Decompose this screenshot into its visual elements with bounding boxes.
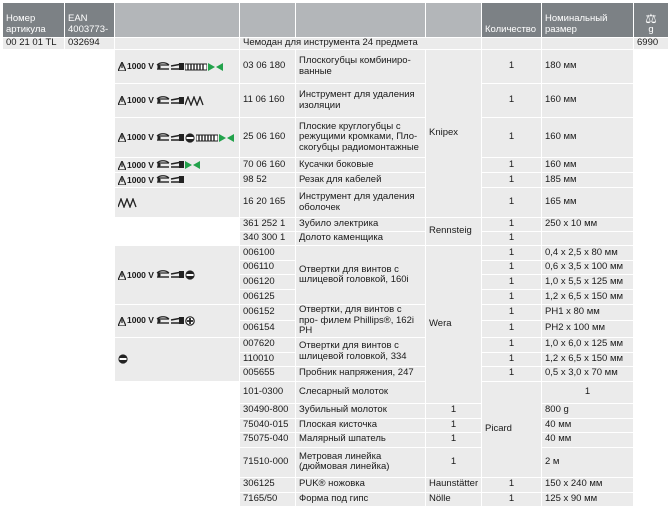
symbol-cell xyxy=(115,246,240,305)
qty-cell: 1 xyxy=(482,188,542,218)
size-cell: 40 мм xyxy=(542,418,634,432)
size-cell: 150 x 240 мм xyxy=(542,477,634,492)
symbol-cell xyxy=(115,173,240,188)
code-cell: 110010 xyxy=(240,352,296,366)
header-article: Номер артикула xyxy=(3,3,65,38)
code-cell: 006110 xyxy=(240,261,296,275)
code-cell: 7165/50 xyxy=(240,492,296,506)
size-cell: 2 м xyxy=(542,447,634,477)
slotted-icon xyxy=(185,270,195,280)
name-cell: PUK® ножовка xyxy=(296,477,426,492)
pliers-icon xyxy=(156,160,184,170)
code-cell: 25 06 160 xyxy=(240,118,296,158)
set-article: 00 21 01 TL xyxy=(3,38,65,50)
name-cell: Инструмент для удаления оболочек xyxy=(296,188,426,218)
code-cell: 006125 xyxy=(240,290,296,305)
name-cell: Зубило электрика xyxy=(296,218,426,232)
insulation-warning-icon xyxy=(118,317,126,326)
grip-icon xyxy=(185,62,207,72)
cutter-icon xyxy=(185,160,201,170)
voltage-label: 1000 V xyxy=(127,159,154,170)
size-cell xyxy=(542,232,634,246)
slotted-icon xyxy=(118,354,128,364)
weight-unit: g xyxy=(648,23,654,35)
scale-icon: ⚖ xyxy=(645,10,657,26)
code-cell: 30490-800 xyxy=(240,403,296,418)
header-name xyxy=(296,3,426,38)
ean-blank xyxy=(65,50,115,507)
header-symbols xyxy=(115,3,240,38)
insulation-warning-icon xyxy=(118,176,126,185)
name-cell: Отвертки для винтов с шлицевой головкой, 160i xyxy=(296,246,426,305)
voltage-label: 1000 V xyxy=(127,174,154,185)
size-cell: PH1 x 80 мм xyxy=(542,305,634,321)
grip-icon xyxy=(196,133,218,143)
size-cell: 0,4 x 2,5 x 80 мм xyxy=(542,246,634,261)
name-cell: Отвертки, для винтов с про- филем Phillips®, 162i PH xyxy=(296,305,426,338)
qty-cell: 1 xyxy=(482,275,542,290)
code-cell: 006152 xyxy=(240,305,296,321)
qty-cell: 1 xyxy=(426,447,482,477)
brand-rennsteig: Rennsteig xyxy=(426,218,482,246)
size-cell: 125 x 90 мм xyxy=(542,492,634,506)
name-cell: Метровая линейка (дюймовая линейка) xyxy=(296,447,426,477)
brand-knipex: Knipex xyxy=(426,50,482,218)
header-brand xyxy=(426,3,482,38)
brand-haunstaetter: Haunstätter xyxy=(426,477,482,492)
qty-cell: 1 xyxy=(482,84,542,118)
size-cell: 40 мм xyxy=(542,432,634,447)
name-cell: Плоская кисточка xyxy=(296,418,426,432)
name-cell: Плоские круглогубцы с режущими кромками, Пло- скогубцы радиомонтажные xyxy=(296,118,426,158)
symbol-cell xyxy=(115,50,240,84)
symbol-cell xyxy=(115,337,240,381)
size-cell: 1,0 x 6,0 x 125 мм xyxy=(542,337,634,352)
symbol-cell xyxy=(115,218,240,232)
qty-cell: 1 xyxy=(482,232,542,246)
code-cell: 007620 xyxy=(240,337,296,352)
code-cell: 98 52 xyxy=(240,173,296,188)
article-blank xyxy=(3,50,65,507)
name-cell: Форма под гипс xyxy=(296,492,426,506)
insulation-warning-icon xyxy=(118,133,126,142)
qty-cell: 1 xyxy=(426,432,482,447)
qty-cell: 1 xyxy=(482,173,542,188)
header-quantity: Количество xyxy=(482,3,542,38)
qty-cell: 1 xyxy=(482,118,542,158)
name-cell: Зубильный молоток xyxy=(296,403,426,418)
code-cell: 11 06 160 xyxy=(240,84,296,118)
voltage-label: 1000 V xyxy=(127,132,154,143)
name-cell: Плоскогубцы комбиниро- ванные xyxy=(296,50,426,84)
code-cell: 70 06 160 xyxy=(240,158,296,173)
symbol-cell xyxy=(115,118,240,158)
set-qty xyxy=(482,38,542,50)
brand-noelle: Nölle xyxy=(426,492,482,506)
qty-cell: 1 xyxy=(482,352,542,366)
size-cell: 1,2 x 6,5 x 150 мм xyxy=(542,352,634,366)
qty-cell: 1 xyxy=(482,492,542,506)
size-cell: 165 мм xyxy=(542,188,634,218)
header-ean: EAN 4003773- xyxy=(65,3,115,38)
symbol-cell xyxy=(115,381,240,506)
pliers-icon xyxy=(156,270,184,280)
stripping-icon xyxy=(185,96,204,106)
qty-cell: 1 xyxy=(426,418,482,432)
brand-wera: Wera xyxy=(426,246,482,404)
pliers-icon xyxy=(156,175,184,185)
code-cell: 71510-000 xyxy=(240,447,296,477)
insulation-warning-icon xyxy=(118,96,126,105)
qty-cell: 1 xyxy=(482,50,542,84)
code-cell: 03 06 180 xyxy=(240,50,296,84)
size-cell: 1,0 x 5,5 x 125 мм xyxy=(542,275,634,290)
slotted-icon xyxy=(185,133,195,143)
symbol-cell xyxy=(115,188,240,218)
cutter-icon xyxy=(208,62,224,72)
pliers-icon xyxy=(156,62,184,72)
header-weight xyxy=(634,3,669,38)
set-symbols xyxy=(115,38,240,50)
name-cell: Отвертки для винтов с шлицевой головкой, 334 xyxy=(296,337,426,366)
header-row xyxy=(3,3,669,38)
name-cell: Инструмент для удаления изоляции xyxy=(296,84,426,118)
size-cell: 250 x 10 мм xyxy=(542,218,634,232)
brand-picard: Picard xyxy=(482,381,542,477)
qty-cell: 1 xyxy=(482,320,542,337)
size-cell: 160 мм xyxy=(542,118,634,158)
symbol-cell xyxy=(115,232,240,246)
set-size xyxy=(542,38,634,50)
size-cell: 0,5 x 3,0 x 70 мм xyxy=(542,366,634,381)
set-ean: 032694 xyxy=(65,38,115,50)
name-cell: Резак для кабелей xyxy=(296,173,426,188)
size-cell: 180 мм xyxy=(542,50,634,84)
weight-blank xyxy=(634,50,669,507)
symbol-cell xyxy=(115,158,240,173)
insulation-warning-icon xyxy=(118,62,126,71)
qty-cell: 1 xyxy=(482,366,542,381)
size-cell: 185 мм xyxy=(542,173,634,188)
qty-cell: 1 xyxy=(482,158,542,173)
stripping-icon xyxy=(118,198,137,208)
code-cell: 006154 xyxy=(240,320,296,337)
code-cell: 75075-040 xyxy=(240,432,296,447)
code-cell: 361 252 1 xyxy=(240,218,296,232)
voltage-label: 1000 V xyxy=(127,315,154,326)
pliers-icon xyxy=(156,316,184,326)
insulation-warning-icon xyxy=(118,271,126,280)
qty-cell: 1 xyxy=(482,218,542,232)
qty-cell: 1 xyxy=(482,337,542,352)
code-cell: 006120 xyxy=(240,275,296,290)
name-cell: Кусачки боковые xyxy=(296,158,426,173)
code-cell: 75040-015 xyxy=(240,418,296,432)
name-cell: Малярный шпатель xyxy=(296,432,426,447)
qty-cell: 1 xyxy=(482,477,542,492)
code-cell: 005655 xyxy=(240,366,296,381)
size-cell: 160 мм xyxy=(542,158,634,173)
qty-cell: 1 xyxy=(482,246,542,261)
qty-cell: 1 xyxy=(542,381,634,403)
set-name: Чемодан для инструмента 24 предмета xyxy=(240,38,482,50)
voltage-label: 1000 V xyxy=(127,61,154,72)
set-weight: 6990 xyxy=(634,38,669,50)
qty-cell: 1 xyxy=(482,290,542,305)
size-cell: 0,6 x 3,5 x 100 мм xyxy=(542,261,634,275)
table-row xyxy=(3,50,669,84)
cutter-icon xyxy=(219,133,235,143)
qty-cell: 1 xyxy=(426,403,482,418)
symbol-cell xyxy=(115,84,240,118)
code-cell: 101-0300 xyxy=(240,381,296,403)
header-code xyxy=(240,3,296,38)
size-cell: PH2 x 100 мм xyxy=(542,320,634,337)
phillips-icon xyxy=(185,316,195,326)
symbol-cell xyxy=(115,305,240,338)
pliers-icon xyxy=(156,96,184,106)
code-cell: 16 20 165 xyxy=(240,188,296,218)
header-size: Номинальный размер xyxy=(542,3,634,38)
pliers-icon xyxy=(156,133,184,143)
code-cell: 340 300 1 xyxy=(240,232,296,246)
qty-cell: 1 xyxy=(482,261,542,275)
tool-set-table xyxy=(2,2,669,507)
size-cell: 160 мм xyxy=(542,84,634,118)
set-row xyxy=(3,38,669,50)
name-cell: Долото каменщика xyxy=(296,232,426,246)
size-cell: 1,2 x 6,5 x 150 мм xyxy=(542,290,634,305)
name-cell: Пробник напряжения, 247 xyxy=(296,366,426,381)
qty-cell: 1 xyxy=(482,305,542,321)
size-cell: 800 g xyxy=(542,403,634,418)
code-cell: 006100 xyxy=(240,246,296,261)
voltage-label: 1000 V xyxy=(127,269,154,280)
name-cell: Слесарный молоток xyxy=(296,381,426,403)
voltage-label: 1000 V xyxy=(127,95,154,106)
insulation-warning-icon xyxy=(118,161,126,170)
code-cell: 306125 xyxy=(240,477,296,492)
